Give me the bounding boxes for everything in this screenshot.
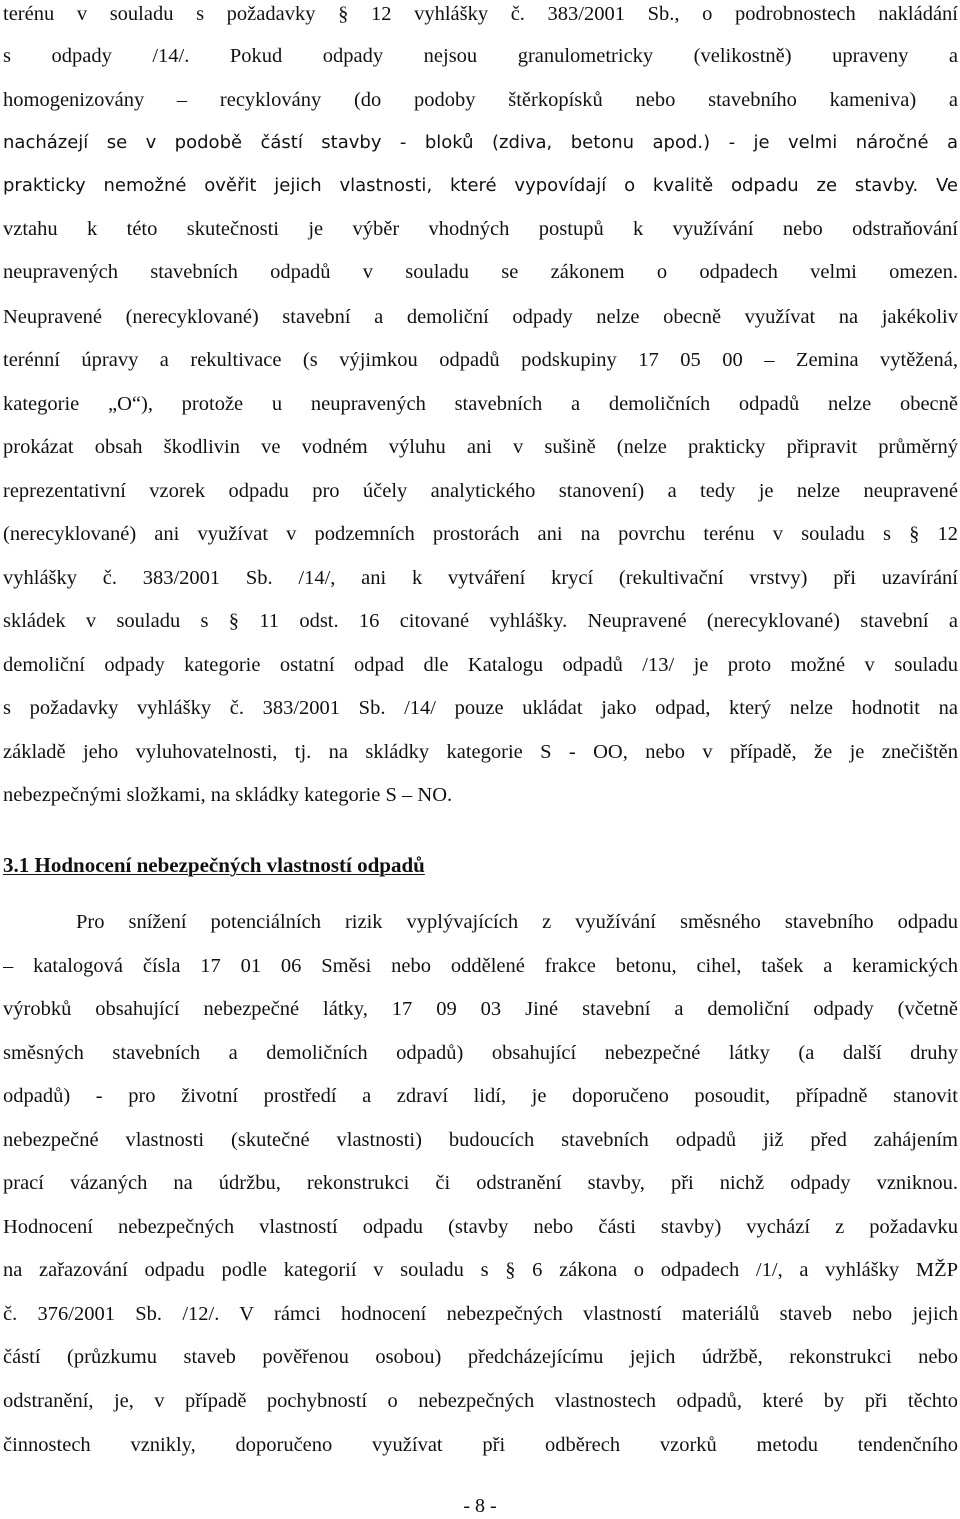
text-line: s požadavky vyhlášky č. 383/2001 Sb. /14/ pouze ukládat jako odpad, který nelze hodnotit na [3, 697, 958, 719]
text-line: Pro snížení potenciálních rizik vyplývajících z využívání směsného stavebního odpadu [76, 911, 958, 933]
text-line: č. 376/2001 Sb. /12/. V rámci hodnocení nebezpečných vlastností materiálů staveb nebo jejich [3, 1303, 958, 1325]
text-line: vyhlášky č. 383/2001 Sb. /14/, ani k vytváření krycí (rekultivační vrstvy) při uzavírání [3, 567, 958, 589]
text-line: terénu v souladu s požadavky § 12 vyhlášky č. 383/2001 Sb., o podrobnostech nakládání [3, 3, 958, 25]
text-line: nebezpečnými složkami, na skládky kategorie S – NO. [3, 784, 453, 806]
text-line: – katalogová čísla 17 01 06 Směsi nebo oddělené frakce betonu, cihel, tašek a keramických [3, 955, 958, 977]
text-line: vztahu k této skutečnosti je výběr vhodných postupů k využívání nebo odstraňování [3, 218, 958, 240]
text-line: homogenizovány – recyklovány (do podoby štěrkopísků nebo stavebního kameniva) a [3, 89, 958, 111]
text-line: s odpady /14/. Pokud odpady nejsou granulometricky (velikostně) upraveny a [3, 45, 958, 67]
text-line: kategorie „O“), protože u neupravených stavebních a demoličních odpadů nelze obecně [3, 393, 958, 415]
page-number: - 8 - [463, 1495, 497, 1517]
text-line: směsných stavebních a demoličních odpadů) obsahující nebezpečné látky (a další druhy [3, 1042, 958, 1064]
text-line: Neupravené (nerecyklované) stavební a demoliční odpady nelze obecně využívat na jakékoliv [3, 306, 958, 328]
text-line: demoliční odpady kategorie ostatní odpad dle Katalogu odpadů /13/ je proto možné v souladu [3, 654, 958, 676]
text-line: na zařazování odpadu podle kategorií v souladu s § 6 zákona o odpadech /1/, a vyhlášky MŽP [3, 1259, 958, 1281]
text-line: terénní úpravy a rekultivace (s výjimkou odpadů podskupiny 17 05 00 – Zemina vytěžená, [3, 349, 958, 371]
text-line: odstranění, je, v případě pochybností o nebezpečných vlastnostech odpadů, které by při těchto [3, 1390, 958, 1412]
text-line: nacházejí se v podobě částí stavby - bloků (zdiva, betonu apod.) - je velmi náročné a [3, 132, 958, 153]
text-line: (nerecyklované) ani využívat v podzemních prostorách ani na povrchu terénu v souladu s § 12 [3, 523, 958, 545]
text-line: prakticky nemožné ověřit jejich vlastnosti, které vypovídají o kvalitě odpadu ze stavby. Ve [3, 175, 958, 196]
text-line: prací vázaných na údržbu, rekonstrukci či odstranění stavby, při nichž odpady vzniknou. [3, 1172, 958, 1194]
text-line: reprezentativní vzorek odpadu pro účely analytického stanovení) a tedy je nelze neupravené [3, 480, 958, 502]
text-line: neupravených stavebních odpadů v souladu se zákonem o odpadech velmi omezen. [3, 261, 958, 283]
text-line: prokázat obsah škodlivin ve vodném výluhu ani v sušině (nelze prakticky připravit průměrný [3, 436, 958, 458]
text-line: nebezpečné vlastnosti (skutečné vlastnosti) budoucích stavebních odpadů již před zahájením [3, 1129, 958, 1151]
text-line: činnostech vznikly, doporučeno využívat při odběrech vzorků metodu tendenčního [3, 1434, 958, 1456]
text-line: částí (průzkumu staveb pověřenou osobou) předcházejícímu jejich údržbě, rekonstrukci nebo [3, 1346, 958, 1368]
text-line: skládek v souladu s § 11 odst. 16 citované vyhlášky. Neupravené (nerecyklované) stavební a [3, 610, 958, 632]
text-line: výrobků obsahující nebezpečné látky, 17 09 03 Jiné stavební a demoliční odpady (včetně [3, 998, 958, 1020]
section-heading: 3.1 Hodnocení nebezpečných vlastností odpadů [3, 853, 425, 877]
text-line: základě jeho vyluhovatelnosti, tj. na skládky kategorie S - OO, nebo v případě, že je znečištěn [3, 741, 958, 763]
text-line: odpadů) - pro životní prostředí a zdraví lidí, je doporučeno posoudit, případně stanovit [3, 1085, 958, 1107]
text-line: Hodnocení nebezpečných vlastností odpadu (stavby nebo části stavby) vychází z požadavku [3, 1216, 958, 1238]
